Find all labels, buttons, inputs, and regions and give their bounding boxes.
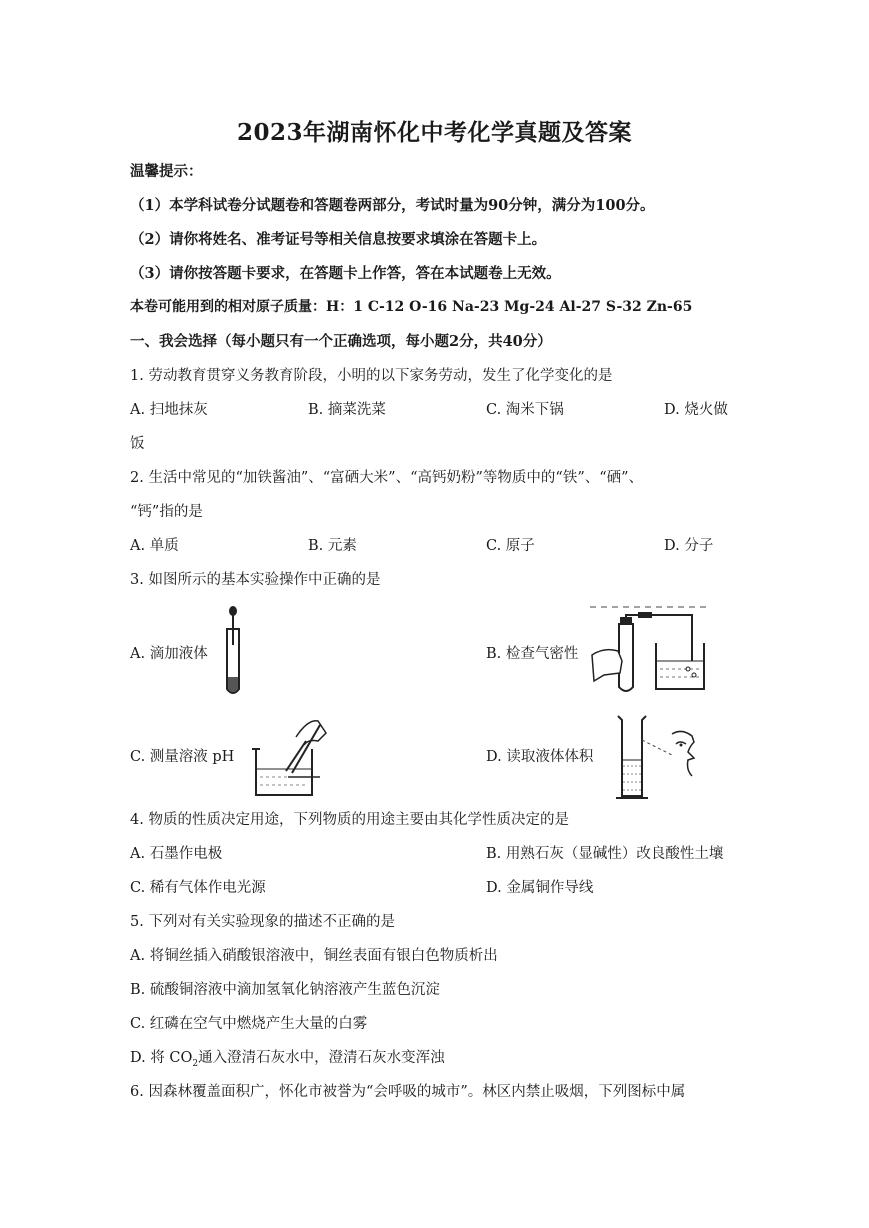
- q2-option-d: D. 分子: [664, 538, 714, 554]
- q5-option-d-pre: D. 将 CO: [130, 1050, 193, 1066]
- q5-option-a: A. 将铜丝插入硝酸银溶液中，铜丝表面有银白色物质析出: [130, 948, 498, 964]
- notice-heading: 温馨提示：: [130, 163, 203, 180]
- q3-option-a: A. 滴加液体: [130, 646, 208, 662]
- q4-option-d: D. 金属铜作导线: [486, 880, 594, 896]
- q3-option-d: D. 读取液体体积: [486, 749, 594, 765]
- q1-option-d-cont: 饭: [130, 436, 145, 452]
- q5-option-d-post: 通入澄清石灰水中，澄清石灰水变浑浊: [198, 1050, 445, 1066]
- notice-item-2: （2）请你将姓名、准考证号等相关信息按要求填涂在答题卡上。: [130, 231, 547, 248]
- q4-stem: 4. 物质的性质决定用途，下列物质的用途主要由其化学性质决定的是: [130, 812, 569, 828]
- q5-stem: 5. 下列对有关实验现象的描述不正确的是: [130, 914, 395, 930]
- q1-option-c: C. 淘米下锅: [486, 402, 564, 418]
- airtightness-check-figure: [590, 603, 710, 695]
- q5-option-c: C. 红磷在空气中燃烧产生大量的白雾: [130, 1016, 368, 1032]
- q1-option-d: D. 烧火做: [664, 402, 728, 418]
- q5-option-d: [130, 1046, 445, 1069]
- q2-option-a: A. 单质: [130, 538, 179, 554]
- notice-item-1: （1）本学科试卷分试题卷和答题卷两部分，考试时量为90分钟，满分为100分。: [130, 197, 655, 214]
- page-title: 2023年湖南怀化中考化学真题及答案: [236, 119, 632, 146]
- q3-stem: 3. 如图所示的基本实验操作中正确的是: [130, 572, 381, 588]
- q6-stem: 6. 因森林覆盖面积广，怀化市被誉为“会呼吸的城市”。林区内禁止吸烟，下列图标中属: [130, 1084, 686, 1100]
- q3-option-b: B. 检查气密性: [486, 646, 579, 662]
- ph-measurement-figure: [248, 715, 338, 801]
- q2-option-b: B. 元素: [308, 538, 357, 554]
- q3-option-c: C. 测量溶液 pH: [130, 749, 235, 765]
- q1-option-b: B. 摘菜洗菜: [308, 402, 386, 418]
- q5-option-d-sub: 2: [192, 1058, 199, 1069]
- q2-stem-line2: “钙”指的是: [130, 504, 203, 520]
- q2-stem-line1: 2. 生活中常见的“加铁酱油”、“富硒大米”、“高钙奶粉”等物质中的“铁”、“硒”、: [130, 470, 644, 486]
- read-volume-figure: [612, 712, 702, 802]
- q2-option-c: C. 原子: [486, 538, 535, 554]
- q4-option-a: A. 石墨作电极: [130, 846, 223, 862]
- q5-option-b: B. 硫酸铜溶液中滴加氢氧化钠溶液产生蓝色沉淀: [130, 982, 440, 998]
- atomic-masses: 本卷可能用到的相对原子质量：H：1 C-12 O-16 Na-23 Mg-24 Al-27 S-32 Zn-65: [130, 299, 693, 315]
- section-heading: 一、我会选择（每小题只有一个正确选项，每小题2分，共40分）: [130, 333, 552, 350]
- q1-option-a: A. 扫地抹灰: [130, 402, 208, 418]
- notice-item-3: （3）请你按答题卡要求，在答题卡上作答，答在本试题卷上无效。: [130, 265, 561, 282]
- q4-option-c: C. 稀有气体作电光源: [130, 880, 266, 896]
- q4-option-b: B. 用熟石灰（显碱性）改良酸性土壤: [486, 846, 724, 862]
- dropper-test-tube-figure: [218, 605, 248, 697]
- q1-stem: 1. 劳动教育贯穿义务教育阶段，小明的以下家务劳动，发生了化学变化的是: [130, 368, 613, 384]
